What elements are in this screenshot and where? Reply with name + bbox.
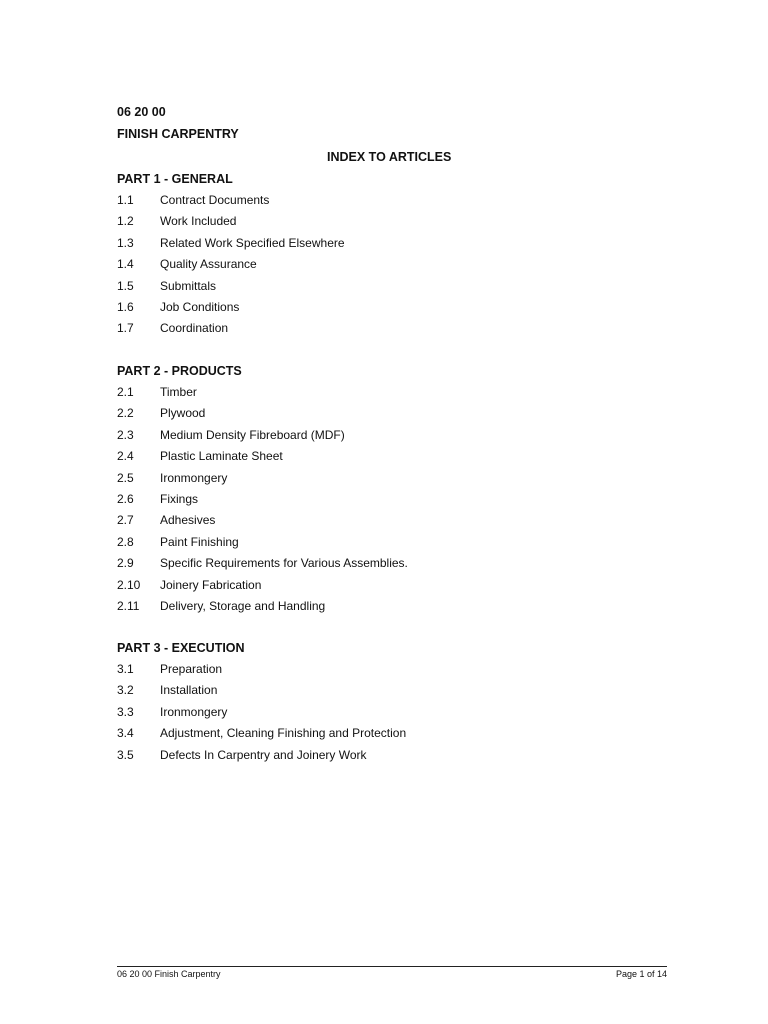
part-heading: PART 1 - GENERAL [117, 172, 233, 186]
list-item [117, 233, 677, 254]
list-item [117, 745, 677, 766]
article-title: Job Conditions [160, 299, 240, 314]
article-number: 1.3 [117, 235, 134, 250]
list-item [117, 403, 677, 424]
list-item [117, 190, 677, 211]
list-item [117, 659, 677, 680]
article-number: 2.3 [117, 427, 134, 442]
article-number: 3.3 [117, 704, 134, 719]
article-title: Ironmongery [160, 470, 228, 485]
part-products [117, 361, 677, 617]
article-title: Installation [160, 683, 218, 698]
part-general [117, 169, 677, 340]
article-number: 1.1 [117, 193, 134, 207]
list-item [117, 553, 677, 574]
article-number: 1.5 [117, 278, 134, 293]
index-title: INDEX TO ARTICLES [327, 150, 452, 164]
list-item [117, 489, 677, 510]
article-number: 3.5 [117, 747, 134, 762]
article-title: Quality Assurance [160, 257, 257, 272]
article-number: 1.4 [117, 257, 134, 272]
article-number: 2.6 [117, 491, 134, 506]
article-title: Specific Requirements for Various Assemblies. [160, 556, 408, 571]
page-footer [117, 966, 667, 979]
article-number: 2.11 [117, 598, 140, 613]
article-number: 2.2 [117, 406, 134, 421]
article-number: 2.9 [117, 556, 134, 571]
list-item [117, 468, 677, 489]
list-item [117, 382, 677, 403]
article-title: Ironmongery [160, 704, 228, 719]
article-title: Adjustment, Cleaning Finishing and Protection [160, 726, 407, 741]
part-heading: PART 2 - PRODUCTS [117, 364, 242, 378]
list-item [117, 680, 677, 701]
article-title: Contract Documents [160, 193, 270, 207]
list-item [117, 318, 677, 339]
article-number: 2.7 [117, 513, 134, 528]
article-title: Defects In Carpentry and Joinery Work [160, 747, 367, 762]
article-number: 1.7 [117, 321, 134, 336]
article-title: Preparation [160, 662, 223, 676]
article-number: 3.1 [117, 662, 134, 676]
list-item [117, 702, 677, 723]
footer-doc-name: 06 20 00 Finish Carpentry [117, 969, 221, 979]
article-number: 2.5 [117, 470, 134, 485]
list-item [117, 254, 677, 275]
article-number: 2.8 [117, 534, 134, 549]
article-number: 1.6 [117, 299, 134, 314]
list-item [117, 211, 677, 232]
article-number: 2.10 [117, 577, 141, 592]
article-number: 3.4 [117, 726, 134, 741]
article-title: Paint Finishing [160, 534, 239, 549]
article-title: Coordination [160, 321, 229, 336]
article-number: 3.2 [117, 683, 134, 698]
article-title: Plastic Laminate Sheet [160, 449, 283, 464]
article-number: 1.2 [117, 214, 134, 229]
list-item [117, 446, 677, 467]
footer-page-number: Page 1 of 14 [615, 969, 667, 979]
article-title: Related Work Specified Elsewhere [160, 235, 345, 250]
part-heading: PART 3 - EXECUTION [117, 641, 245, 655]
list-item [117, 297, 677, 318]
article-title: Timber [160, 385, 197, 399]
list-item [117, 276, 677, 297]
part-execution [117, 638, 677, 766]
list-item [117, 575, 677, 596]
article-title: Submittals [160, 278, 217, 293]
article-title: Adhesives [160, 513, 216, 528]
list-item [117, 510, 677, 531]
list-item [117, 425, 677, 446]
article-number: 2.1 [117, 385, 134, 399]
list-item [117, 532, 677, 553]
list-item [117, 723, 677, 744]
article-title: Joinery Fabrication [160, 577, 262, 592]
article-title: Medium Density Fibreboard (MDF) [160, 427, 345, 442]
section-title: FINISH CARPENTRY [117, 127, 239, 141]
article-title: Fixings [160, 491, 199, 506]
article-title: Plywood [160, 406, 206, 421]
section-code: 06 20 00 [117, 105, 166, 119]
article-title: Delivery, Storage and Handling [160, 598, 326, 613]
list-item [117, 596, 677, 617]
article-title: Work Included [160, 214, 237, 229]
article-number: 2.4 [117, 449, 134, 464]
